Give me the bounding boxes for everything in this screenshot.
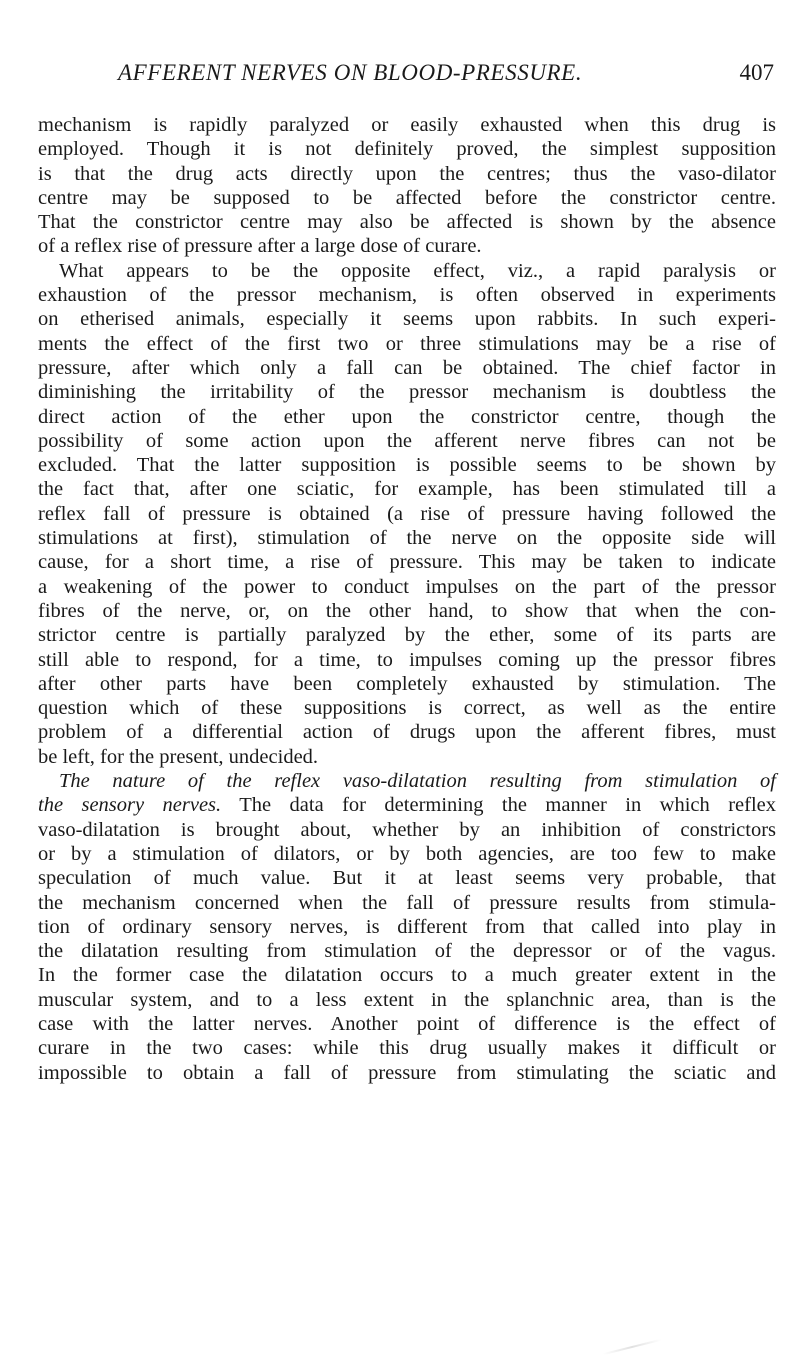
text-line: case with the latter nerves. Another point of difference is the effect of — [38, 1012, 776, 1035]
text-line: vaso-dilatation is brought about, whether by an inhibition of constrictors — [38, 818, 776, 841]
text-line: or by a stimulation of dilators, or by both agencies, are too few to make — [38, 842, 776, 865]
text-line: of a reflex rise of pressure after a large dose of curare. — [38, 235, 482, 258]
page-number: 407 — [739, 60, 774, 85]
running-head — [38, 60, 774, 90]
text-line: diminishing the irritability of the pressor mechanism is doubtless the — [38, 381, 776, 404]
text-line: muscular system, and to a less extent in the splanchnic area, than is the — [38, 988, 776, 1011]
section-heading-continuation — [38, 793, 776, 817]
text-line: employed. Though it is not definitely proved, the simplest supposition — [38, 138, 776, 161]
text-line: after other parts have been completely exhausted by stimulation. The — [38, 672, 776, 695]
text-line: the mechanism concerned when the fall of pressure results from stimula- — [38, 891, 776, 914]
text-line: In the former case the dilatation occurs to a much greater extent in the — [38, 964, 776, 987]
text-line: excluded. That the latter supposition is possible seems to be shown by — [38, 454, 776, 477]
text-line: exhaustion of the pressor mechanism, is often observed in experiments — [38, 284, 776, 307]
section-heading: The nature of the reflex vaso-dilatation resulting from stimulation of — [59, 770, 776, 793]
text-line: on etherised animals, especially it seems upon rabbits. In such experi- — [38, 308, 776, 331]
paragraph-start-line: What appears to be the opposite effect, viz., a rapid paralysis or — [59, 259, 776, 282]
text-line: impossible to obtain a fall of pressure from stimulating the sciatic and — [38, 1061, 776, 1084]
text-line: centre may be supposed to be affected before the constrictor centre. — [38, 186, 776, 209]
text-line: curare in the two cases: while this drug usually makes it difficult or — [38, 1037, 776, 1060]
text-line: the dilatation resulting from stimulation of the depressor or of the vagus. — [38, 940, 776, 963]
body-text — [38, 113, 776, 1085]
text-line: still able to respond, for a time, to impulses coming up the pressor fibres — [38, 648, 776, 671]
text-line: is that the drug acts directly upon the centres; thus the vaso-dilator — [38, 162, 776, 185]
text-line: be left, for the present, undecided. — [38, 745, 319, 768]
paper-mark — [603, 1339, 662, 1355]
text-line: tion of ordinary sensory nerves, is different from that called into play in — [38, 915, 776, 938]
text-line: mechanism is rapidly paralyzed or easily exhausted when this drug is — [38, 114, 776, 136]
text-line: ments the effect of the first two or three stimulations may be a rise of — [38, 332, 776, 355]
text-line: speculation of much value. But it at least seems very probable, that — [38, 867, 776, 890]
text-line: a weakening of the power to conduct impulses on the part of the pressor — [38, 575, 776, 598]
section-text-start: The data for determining the manner in which reflex — [221, 794, 776, 817]
text-line: That the constrictor centre may also be affected is shown by the absence — [38, 211, 776, 234]
section-heading-end: the sensory nerves. — [38, 794, 222, 817]
text-line: fibres of the nerve, or, on the other hand, to show that when the con- — [38, 599, 776, 622]
text-line: reflex fall of pressure is obtained (a rise of pressure having followed the — [38, 502, 776, 525]
text-line: question which of these suppositions is correct, as well as the entire — [38, 697, 776, 720]
text-line: problem of a differential action of drugs upon the afferent fibres, must — [38, 721, 776, 744]
running-title: AFFERENT NERVES ON BLOOD-PRESSURE. — [118, 60, 583, 85]
text-line: direct action of the ether upon the constrictor centre, though the — [38, 405, 776, 428]
text-line: pressure, after which only a fall can be obtained. The chief factor in — [38, 356, 776, 379]
text-line: cause, for a short time, a rise of pressure. This may be taken to indicate — [38, 551, 776, 574]
text-line: stimulations at first), stimulation of the nerve on the opposite side will — [38, 527, 776, 550]
text-line: strictor centre is partially paralyzed by the ether, some of its parts are — [38, 624, 776, 647]
text-line: possibility of some action upon the afferent nerve fibres can not be — [38, 429, 776, 452]
text-line: the fact that, after one sciatic, for example, has been stimulated till a — [38, 478, 776, 501]
